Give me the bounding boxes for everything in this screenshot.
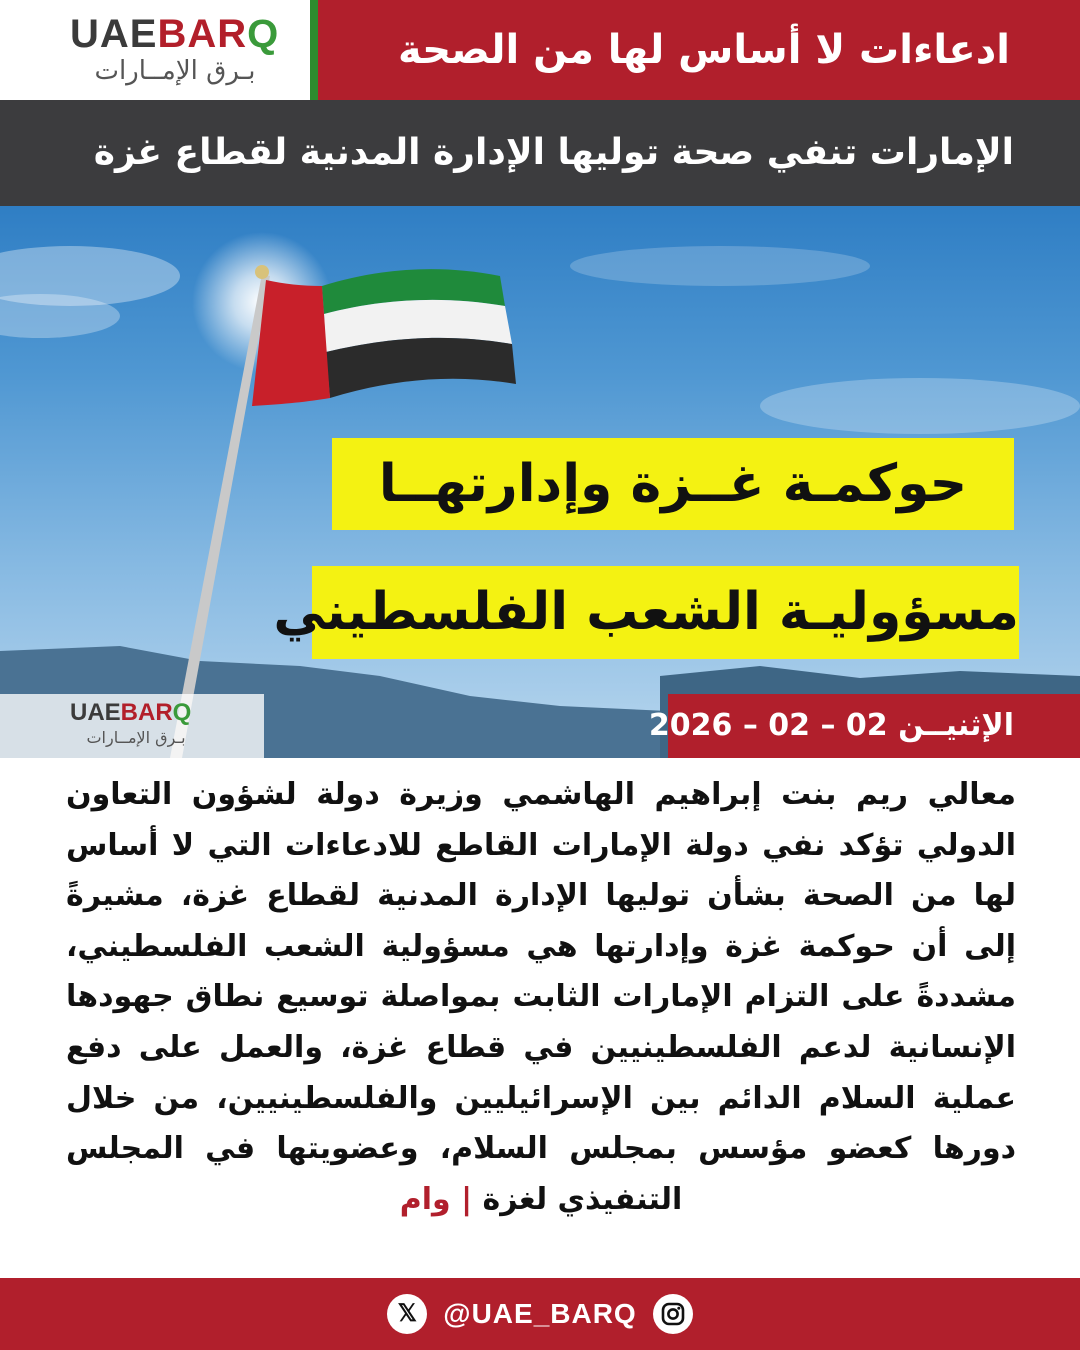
social-links [0, 1278, 1080, 1350]
highlight-line-1: حوكمـة غــزة وإدارتهــا [332, 438, 1014, 530]
date-badge: الإثنيــن 02 – 02 – 2026 [668, 694, 1080, 758]
source-separator: | [450, 1181, 473, 1217]
instagram-icon[interactable] [653, 1294, 693, 1334]
cloud [760, 378, 1080, 434]
footer-bar [0, 1278, 1080, 1350]
cloud [570, 246, 870, 286]
brand-logo[interactable] [0, 0, 310, 100]
subtitle-banner [0, 100, 1080, 206]
highlight-line-2: مسؤوليـة الشعب الفلسطيني [312, 566, 1019, 659]
green-accent-stripe [310, 0, 318, 100]
article-body [66, 770, 1016, 1225]
watermark-latin: UAEBARQ [70, 699, 192, 726]
social-handle[interactable]: @UAE_BARQ [443, 1298, 637, 1329]
watermark-arabic: بـرق الإمــارات [86, 728, 186, 747]
article-paragraph: معالي ريم بنت إبراهيم الهاشمي وزيرة دولة لشؤون التعاون الدولي تؤكد نفي دولة الإمارات القاطع للادعاءات التي لا أساس لها من الصحة بشأن توليها الإدارة المدنية لقطاع غزة، مشيرةً إلى أن حوكمة غزة وإدارتها هي مسؤولية الشعب الفلسطيني، مشددةً على التزام الإمارات الثابت بمواصلة توسيع نطاق جهودها الإنسانية لدعم الفلسطينيين في قطاع غزة، والعمل على دفع عملية السلام الدائم بين الإسرائيليين والفلسطينيين، من خلال دورها كعضو مؤسس بمجلس السلام، وعضويتها في المجلس التنفيذي لغزة [66, 777, 1016, 1217]
headline-text: ادعاءات لا أساس لها من الصحة [397, 27, 1010, 73]
x-logo-icon[interactable]: 𝕏 [387, 1294, 427, 1334]
source-label: وام [399, 1181, 451, 1217]
top-bar [0, 0, 1080, 100]
subtitle-text: الإمارات تنفي صحة توليها الإدارة المدنية لقطاع غزة [93, 132, 1014, 173]
watermark-logo [0, 694, 264, 758]
flag-black-stripe [326, 338, 516, 398]
flag-photo [0, 206, 1080, 758]
brand-logo-arabic: بـرق الإمــارات [94, 56, 256, 86]
flag-pole-finial [255, 265, 269, 279]
brand-logo-latin: UAEBARQ [70, 12, 280, 56]
headline-banner [318, 0, 1080, 100]
